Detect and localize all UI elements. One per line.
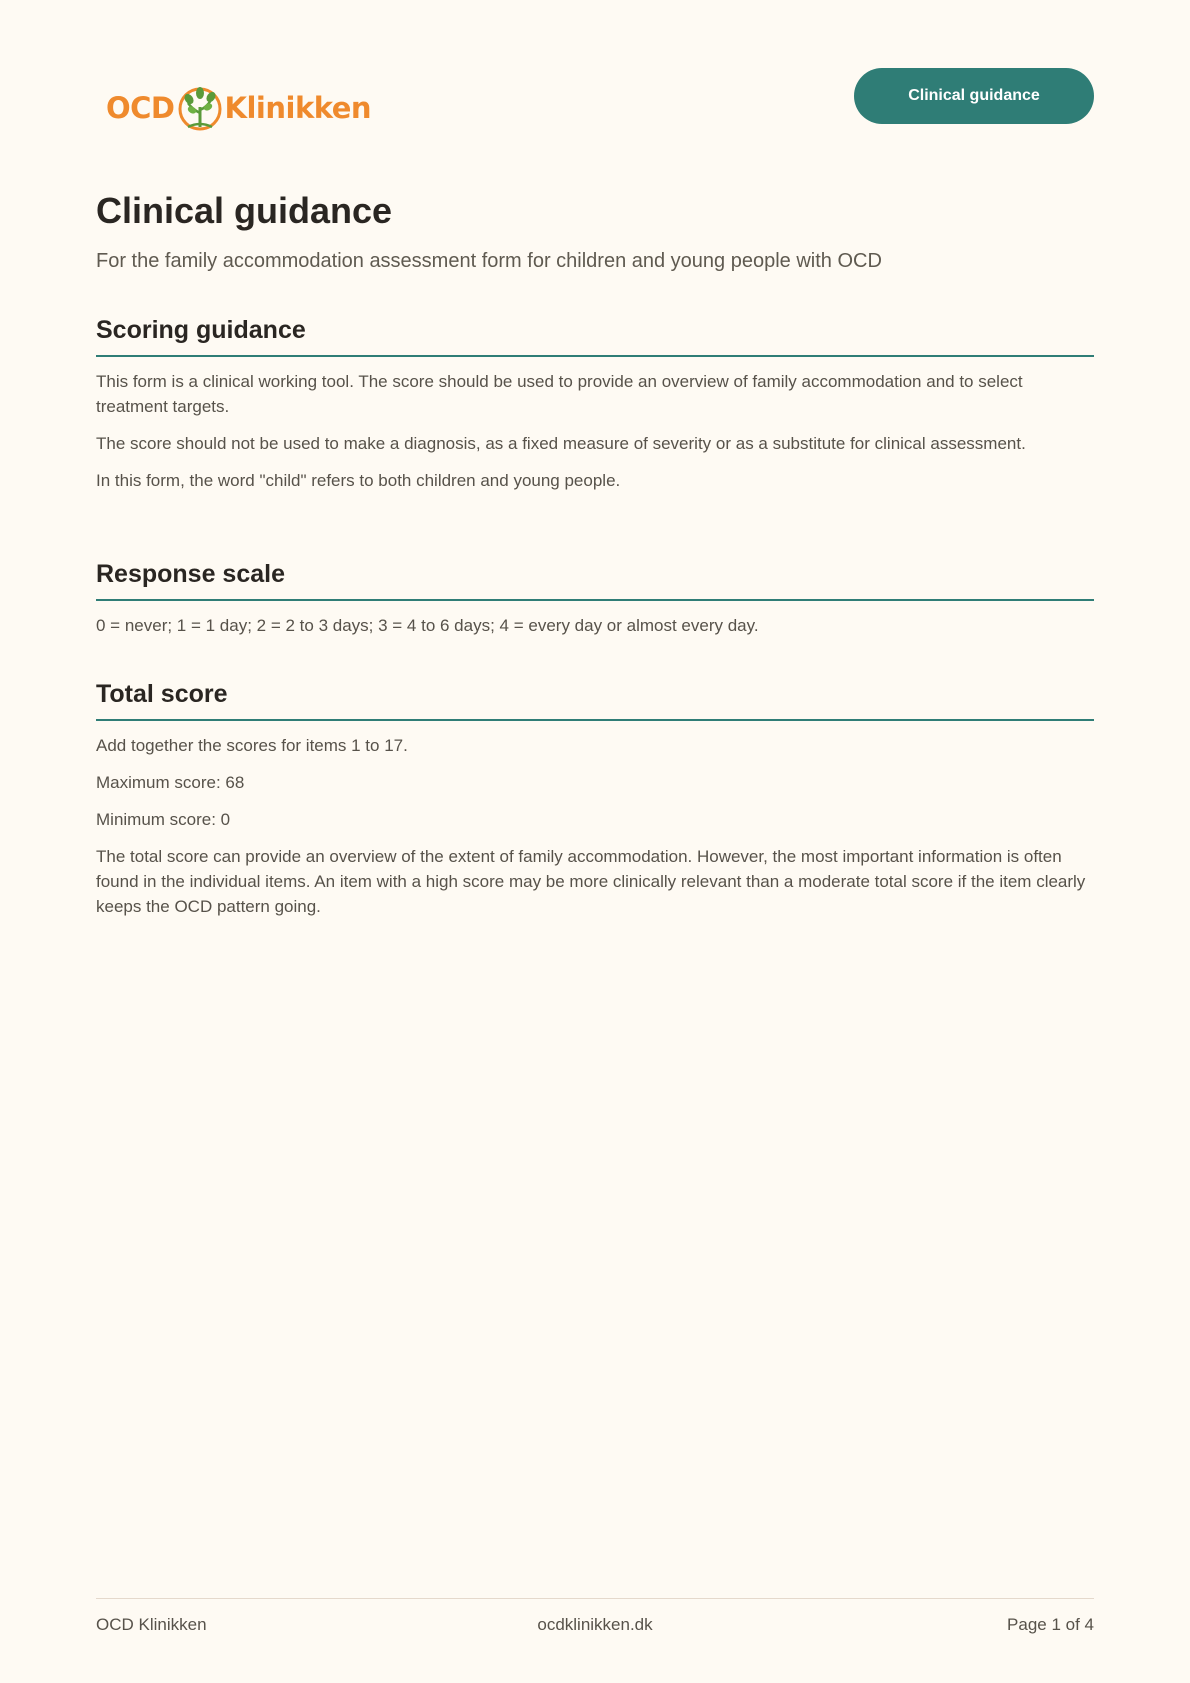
footer-organization: OCD Klinikken	[96, 1615, 207, 1634]
page-subtitle: For the family accommodation assessment form for children and young people with OCD	[96, 250, 882, 272]
logo-text-ocd: OCD	[106, 91, 175, 125]
paragraph: The score should not be used to make a diagnosis, as a fixed measure of severity or as a substitute for clinical assessment.	[96, 434, 1026, 453]
paragraph: In this form, the word "child" refers to both children and young people.	[96, 471, 621, 490]
page-footer	[96, 1598, 1094, 1634]
footer-page-number: Page 1 of 4	[1007, 1615, 1094, 1634]
section-response-scale	[96, 560, 1094, 638]
section-heading: Total score	[96, 680, 1094, 721]
paragraph: The total score can provide an overview of the extent of family accommodation. However, the most important information is often found in the individual items. An item with a high score may be more clinically relevant than a moderate total score if the item clearly keeps the OCD pattern going.	[96, 847, 1086, 916]
document-page	[96, 0, 1094, 1683]
paragraph: 0 = never; 1 = 1 day; 2 = 2 to 3 days; 3 = 4 to 6 days; 4 = every day or almost every day.	[96, 616, 759, 635]
section-total-score	[96, 680, 1094, 919]
ocd-klinikken-logo	[106, 80, 371, 136]
section-heading: Response scale	[96, 560, 1094, 601]
paragraph: Add together the scores for items 1 to 17.	[96, 736, 408, 755]
paragraph: Maximum score: 68	[96, 773, 245, 792]
paragraph: This form is a clinical working tool. The score should be used to provide an overview of family accommodation and to select treatment targets.	[96, 372, 1023, 416]
section-scoring-guidance	[96, 316, 1094, 493]
tree-logo-icon	[176, 83, 224, 133]
page-header	[96, 68, 1094, 138]
section-heading: Scoring guidance	[96, 316, 1094, 357]
logo-text-klinikken: Klinikken	[224, 91, 372, 125]
footer-website-link[interactable]: ocdklinikken.dk	[537, 1615, 653, 1634]
paragraph: Minimum score: 0	[96, 810, 231, 829]
clinical-guidance-button[interactable]: Clinical guidance	[854, 68, 1094, 124]
page-title: Clinical guidance	[96, 190, 393, 231]
